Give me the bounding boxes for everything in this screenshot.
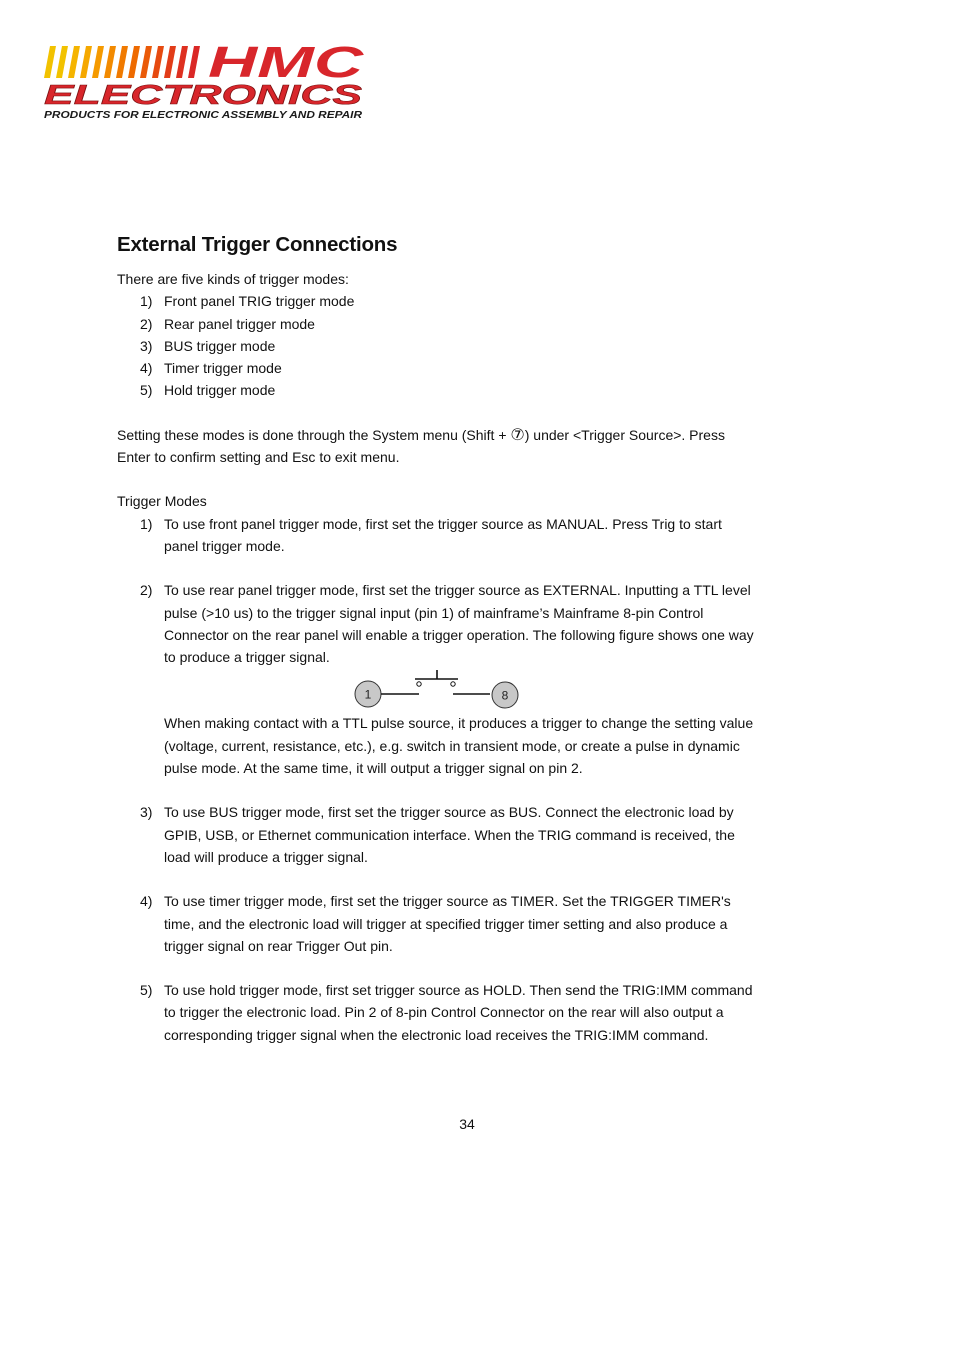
intro-text: There are five kinds of trigger modes: [117,271,349,287]
mode-number: 1) [140,293,153,310]
step-number: 2) [140,582,153,599]
step-item-2-continued [117,712,757,779]
mode-text: Front panel TRIG trigger mode [164,293,355,310]
mode-item-5 [117,379,757,401]
mode-text: BUS trigger mode [164,337,276,354]
step-number: 4) [140,893,153,910]
logo-wordmark-bottom: ELECTRONICS [44,79,363,110]
step-text: To use rear panel trigger mode, first set the trigger source as EXTERNAL. Inputting a TTL level pulse (>10 us) to the trigger signal input (pin 1) of mainframe’s Mainframe 8-pin Control Connector on the rear panel will enable a trigger operation. The following figure shows one way to produce a trigger signal. [164,582,754,666]
switch-circuit-svg [353,670,523,712]
mode-number: 2) [140,315,153,332]
logo-wordmark-top: HMC [208,42,365,87]
pin-8-label: 8 [501,688,509,703]
step-text: To use BUS trigger mode, first set the trigger source as BUS. Connect the electronic load by GPIB, USB, or Ethernet communication interface. When the TRIG command is received, the load will produce a trigger signal. [164,804,735,865]
setting-text-b: ) under <Trigger Source>. Press Enter to confirm setting and Esc to exit menu. [117,426,725,466]
setting-instructions [117,424,757,469]
step-text: To use timer trigger mode, first set the trigger source as TIMER. Set the TRIGGER TIMER's time, and the electronic load will trigger at specified trigger timer setting and also produce a trigger signal on rear Trigger Out pin. [164,893,731,954]
mode-number: 3) [140,337,153,354]
mode-number: 4) [140,360,153,377]
step-item-3 [117,801,757,868]
logo-graphic [42,42,367,122]
mode-number: 5) [140,382,153,399]
trigger-switch-diagram [117,670,757,712]
mode-text: Timer trigger mode [164,360,282,377]
pin-1-label: 1 [364,687,372,702]
step-number: 5) [140,982,153,999]
mode-item-4 [117,357,757,379]
mode-list [117,290,757,401]
step-item-2 [117,579,757,668]
step-text: To use hold trigger mode, first set trigger source as HOLD. Then send the TRIG:IMM command to trigger the electronic load. Pin 2 of 8-pin Control Connector on the rear will also output a corresponding trigger signal when the electronic load receives the TRIG:IMM command. [164,982,753,1043]
mode-item-2 [117,313,757,335]
step-text: To use front panel trigger mode, first set the trigger source as MANUAL. Press Trig to start panel trigger mode. [164,515,722,554]
contact-right [451,682,455,686]
setting-text-a: Setting these modes is done through the System menu (Shift + [117,426,511,443]
step-number: 1) [140,515,153,532]
step-item-4 [117,890,757,957]
mode-item-1 [117,290,757,312]
logo-tagline: PRODUCTS FOR ELECTRONIC ASSEMBLY AND REPAIR [44,109,363,121]
mode-text: Rear panel trigger mode [164,315,315,332]
contact-left [417,682,421,686]
step-item-1 [117,513,757,558]
mode-text: Hold trigger mode [164,382,276,399]
step-number: 3) [140,804,153,821]
step-item-5 [117,979,757,1046]
page-number: 34 [459,1116,475,1132]
trigger-modes-label: Trigger Modes [117,493,207,510]
document-body [117,230,757,1046]
step-text: When making contact with a TTL pulse source, it produces a trigger to change the setting value (voltage, current, resistance, etc.), e.g. switch in transient mode, or create a pulse in dynamic pulse mode. At the same time, it will output a trigger signal on pin 2. [164,715,754,777]
hmc-electronics-logo [42,42,367,122]
section-title: External Trigger Connections [117,233,398,256]
mode-item-3 [117,335,757,357]
key-7-symbol: ⑦ [510,424,525,444]
logo-stripes [44,46,200,78]
